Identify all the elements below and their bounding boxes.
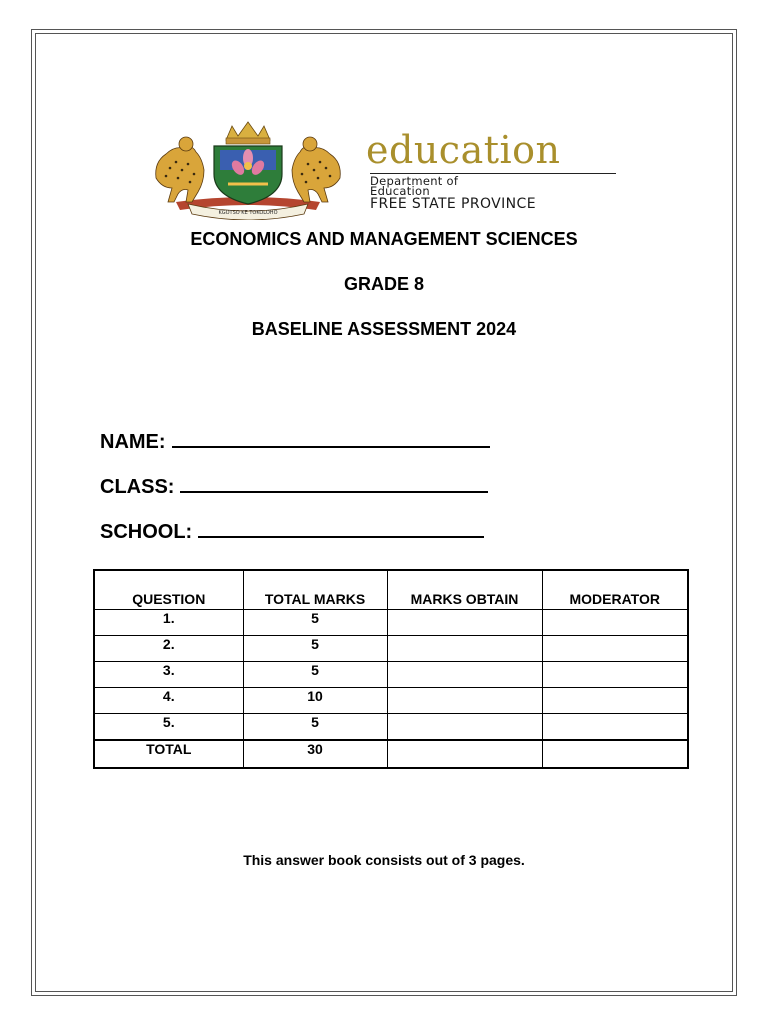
moderator-cell[interactable] bbox=[542, 714, 688, 741]
total-marks-cell: 5 bbox=[243, 714, 387, 741]
marks-obtain-cell[interactable] bbox=[387, 688, 542, 714]
school-label: SCHOOL: bbox=[100, 521, 193, 543]
question-cell: 3. bbox=[94, 662, 243, 688]
coat-of-arms-logo bbox=[148, 118, 348, 220]
question-cell: 1. bbox=[94, 610, 243, 636]
motto-text: KGOTSO KE TOKOLOHO bbox=[218, 210, 278, 216]
table-row bbox=[94, 688, 688, 714]
total-obtain-cell[interactable] bbox=[387, 740, 542, 768]
dept-line-1: Department of bbox=[370, 174, 459, 188]
table-row bbox=[94, 662, 688, 688]
header-marks-obtain: MARKS OBTAIN bbox=[387, 570, 542, 610]
total-marks-cell: 5 bbox=[243, 636, 387, 662]
question-cell: 4. bbox=[94, 688, 243, 714]
marks-table bbox=[93, 569, 689, 769]
header-question: QUESTION bbox=[94, 570, 243, 610]
school-field bbox=[100, 518, 484, 544]
marks-obtain-cell[interactable] bbox=[387, 636, 542, 662]
moderator-cell[interactable] bbox=[542, 636, 688, 662]
dept-line-2: Education bbox=[370, 184, 430, 198]
marks-obtain-cell[interactable] bbox=[387, 662, 542, 688]
total-marks-cell: 5 bbox=[243, 662, 387, 688]
class-blank-line[interactable] bbox=[180, 473, 488, 493]
table-row bbox=[94, 714, 688, 741]
dept-line-province: FREE STATE PROVINCE bbox=[370, 196, 536, 212]
class-label: CLASS: bbox=[100, 476, 175, 498]
marks-obtain-cell[interactable] bbox=[387, 610, 542, 636]
total-label-cell: TOTAL bbox=[94, 740, 243, 768]
total-moderator-cell[interactable] bbox=[542, 740, 688, 768]
question-cell: 2. bbox=[94, 636, 243, 662]
grade-title: GRADE 8 bbox=[343, 274, 424, 294]
moderator-cell[interactable] bbox=[542, 688, 688, 714]
table-row bbox=[94, 610, 688, 636]
total-marks-cell: 10 bbox=[243, 688, 387, 714]
assessment-title: BASELINE ASSESSMENT 2024 bbox=[251, 319, 517, 339]
header-moderator: MODERATOR bbox=[542, 570, 688, 610]
table-row bbox=[94, 636, 688, 662]
table-header-row bbox=[94, 570, 688, 610]
name-field bbox=[100, 428, 490, 454]
marks-obtain-cell[interactable] bbox=[387, 714, 542, 741]
name-label: NAME: bbox=[100, 431, 166, 453]
header-total-marks: TOTAL MARKS bbox=[243, 570, 387, 610]
moderator-cell[interactable] bbox=[542, 610, 688, 636]
name-blank-line[interactable] bbox=[172, 428, 490, 448]
total-marks-cell: 5 bbox=[243, 610, 387, 636]
education-brand-word: education bbox=[366, 128, 561, 172]
subject-title: ECONOMICS AND MANAGEMENT SCIENCES bbox=[190, 229, 578, 249]
table-total-row bbox=[94, 740, 688, 768]
school-blank-line[interactable] bbox=[198, 518, 484, 538]
moderator-cell[interactable] bbox=[542, 662, 688, 688]
page-count-note: This answer book consists out of 3 pages. bbox=[243, 852, 525, 868]
total-marks-sum-cell: 30 bbox=[243, 740, 387, 768]
question-cell: 5. bbox=[94, 714, 243, 741]
class-field bbox=[100, 473, 488, 499]
